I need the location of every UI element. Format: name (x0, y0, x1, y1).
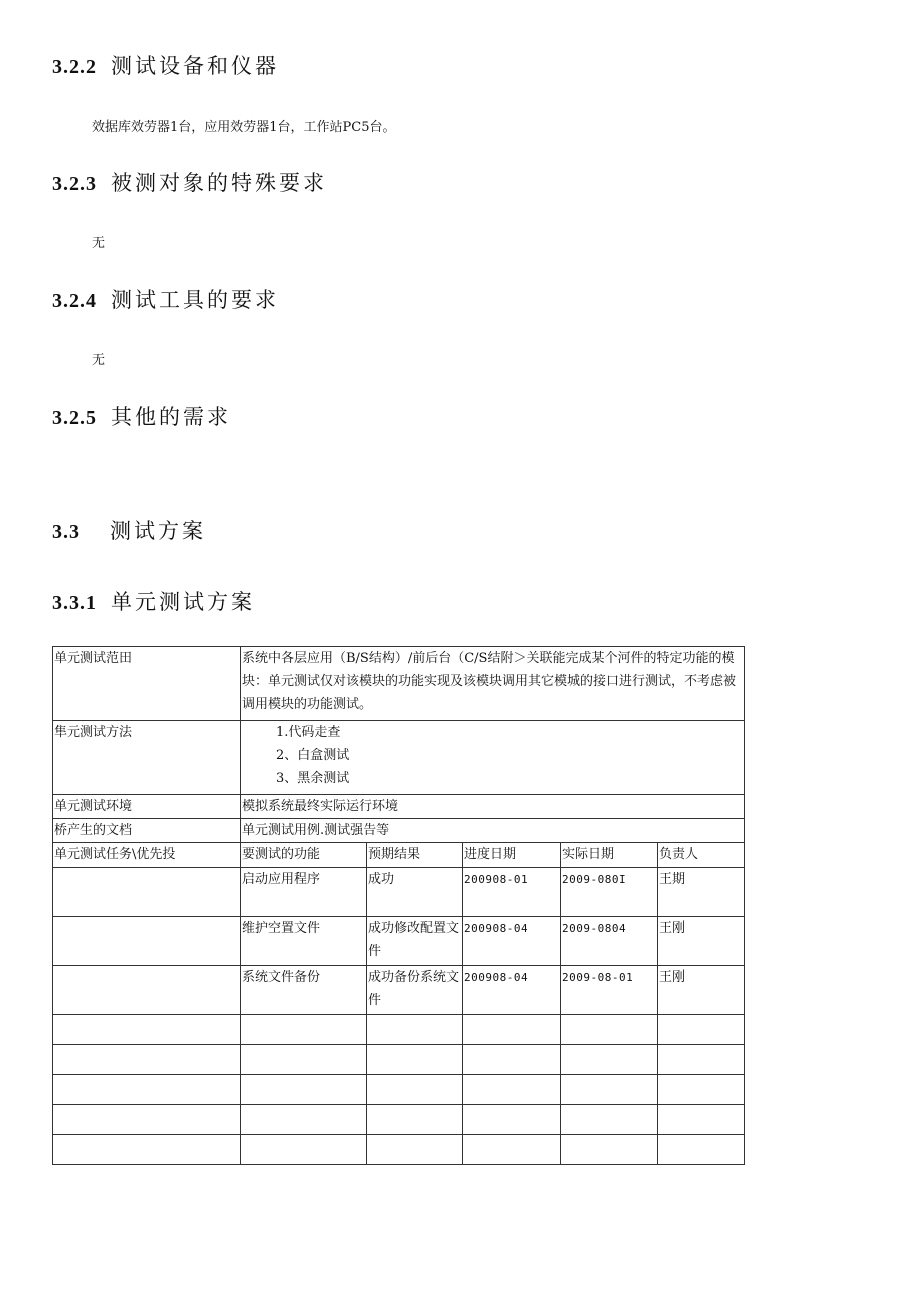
heading-number: 3.2.3 (52, 173, 97, 195)
column-header: 进度日期 (463, 843, 561, 868)
planned-date-cell: 200908-01 (463, 868, 561, 917)
heading-title: 其他的需求 (111, 405, 231, 429)
table-row (53, 868, 745, 917)
actual-date-cell: 2009-080I (561, 868, 658, 917)
list-item: 1.代码走查 (276, 725, 341, 740)
env-label: 单元测试环境 (53, 795, 241, 819)
table-row (53, 647, 745, 721)
table-row (53, 917, 745, 966)
list-item: 2、白盒测试 (276, 748, 350, 763)
paragraph-equipment: 效据库效劳器1台，应用效劳器1台，工作站PC5台。 (92, 120, 396, 135)
column-header: 负责人 (658, 843, 745, 868)
scope-value: 系统中各层应用（B/S结构）/前后台（C/S结附＞关联能完成某个河件的特定功能的模块：单元测试仅对该模块的功能实现及该模块调用其它模城的接口进行测试，不考虑被调用模块的功能测试。 (241, 647, 745, 721)
list-item: 3、黑余测试 (276, 771, 350, 786)
heading-title: 被测对象的特殊要求 (111, 171, 327, 195)
column-header: 要测试的功能 (241, 843, 367, 868)
heading-3-2-5 (52, 401, 231, 431)
function-cell: 维护空置文件 (241, 917, 367, 966)
table-row (53, 819, 745, 843)
owner-cell: 王刚 (658, 966, 745, 1015)
empty-table-row (53, 1015, 745, 1045)
expected-cell: 成功修改配置文件 (367, 917, 463, 966)
heading-number: 3.3 (52, 521, 80, 543)
heading-number: 3.2.5 (52, 407, 97, 429)
method-label: 隼元测试方法 (53, 721, 241, 795)
owner-cell: 王刚 (658, 917, 745, 966)
expected-cell: 成功 (367, 868, 463, 917)
unit-test-plan-table (52, 646, 745, 1165)
heading-3-2-2 (52, 50, 279, 80)
heading-3-3-1 (52, 586, 255, 616)
heading-number: 3.3.1 (52, 592, 97, 614)
paragraph-tool-requirements: 无 (92, 353, 106, 368)
scope-label: 单元测试范田 (53, 647, 241, 721)
docs-label: 桥产生的文档 (53, 819, 241, 843)
table-row (53, 795, 745, 819)
table-header-row (53, 843, 745, 868)
empty-table-row (53, 1075, 745, 1105)
function-cell: 系统文件备份 (241, 966, 367, 1015)
heading-3-2-3 (52, 167, 327, 197)
empty-table-row (53, 1135, 745, 1165)
planned-date-cell: 200908-04 (463, 917, 561, 966)
function-cell: 启动应用程序 (241, 868, 367, 917)
heading-number: 3.2.2 (52, 56, 97, 78)
env-value: 模拟系统最终实际运行环境 (241, 795, 745, 819)
column-header: 实际日期 (561, 843, 658, 868)
heading-3-2-4 (52, 284, 279, 314)
empty-cell (53, 966, 241, 1015)
paragraph-special-requirements: 无 (92, 236, 106, 251)
method-list (241, 721, 745, 795)
heading-title: 测试方案 (110, 519, 206, 543)
actual-date-cell: 2009-0804 (561, 917, 658, 966)
planned-date-cell: 200908-04 (463, 966, 561, 1015)
owner-cell: 王期 (658, 868, 745, 917)
column-header: 预期结果 (367, 843, 463, 868)
heading-title: 测试设备和仪器 (111, 54, 279, 78)
table-row (53, 966, 745, 1015)
docs-value: 单元测试用例.测试强告等 (241, 819, 745, 843)
heading-number: 3.2.4 (52, 290, 97, 312)
empty-table-row (53, 1105, 745, 1135)
empty-table-row (53, 1045, 745, 1075)
empty-cell (53, 868, 241, 917)
table-row (53, 721, 745, 795)
actual-date-cell: 2009-08-01 (561, 966, 658, 1015)
heading-3-3 (52, 515, 206, 545)
empty-cell (53, 917, 241, 966)
expected-cell: 成功备份系统文件 (367, 966, 463, 1015)
heading-title: 单元测试方案 (111, 590, 255, 614)
tasks-label: 单元测试任务\优先投 (53, 843, 241, 868)
heading-title: 测试工具的要求 (111, 288, 279, 312)
